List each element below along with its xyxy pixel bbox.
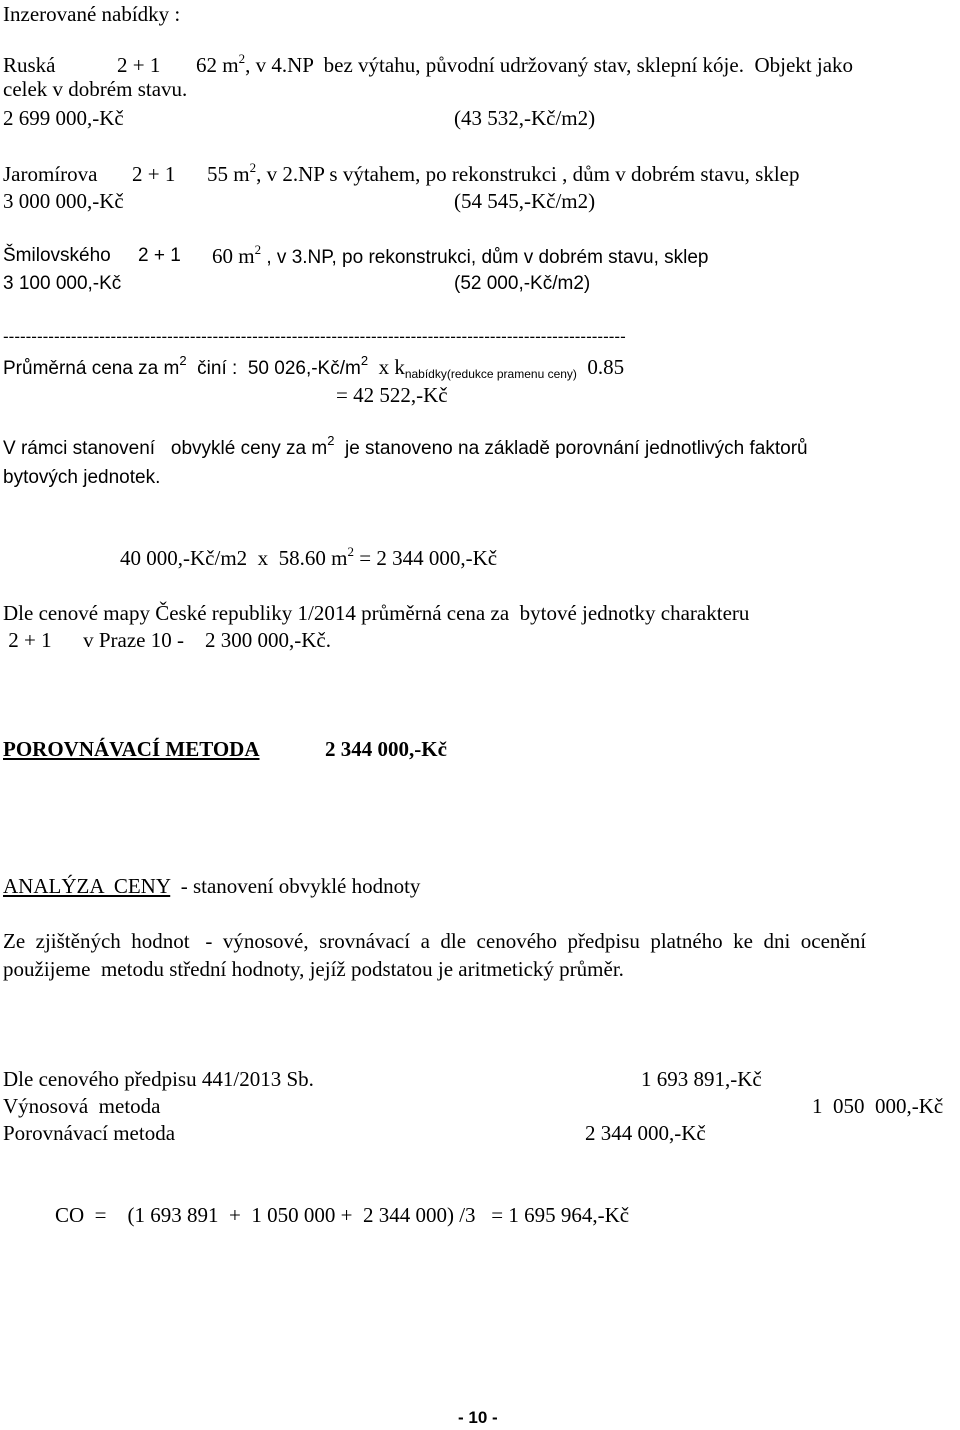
usual-price-text-end: bytových jednotek. [3,467,161,488]
offer-area: 60 m [212,244,255,268]
offer-area-sup: 2 [249,160,257,175]
offer-price: 3 100 000,-Kč [3,273,122,294]
offer-details [196,53,853,77]
average-unit-sup: 2 [360,353,369,368]
offer-description-continued: celek v dobrém stavu. [3,77,188,101]
price-map-line: 2 + 1 v Praze 10 - 2 300 000,-Kč. [3,628,331,652]
offer-area: 55 m [207,162,250,186]
offer-price-per-m2: (52 000,-Kč/m2) [454,273,591,294]
usual-price-sup: 2 [327,433,335,448]
offer-description: , v 3.NP, po rekonstrukci, dům v dobrém stavu, sklep [261,247,709,268]
usual-price-line [3,433,808,461]
price-analysis-text: použijeme metodu střední hodnoty, jejíž podstatou je aritmetický průměr. [3,957,624,981]
average-coefficient: 0.85 [576,355,625,379]
average-factor: x k [368,355,405,379]
offer-details [212,244,709,270]
dashed-separator: -------------------------------------------------------------------------------------------------------------- [3,327,626,346]
summary-label: Výnosová metoda [3,1094,161,1118]
offer-description: , v 4.NP bez výtahu, původní udržovaný stav, sklepní kóje. Objekt jako [245,53,854,77]
summary-value: 2 344 000,-Kč [585,1121,706,1145]
average-value: činí : 50 026,-Kč/m [186,358,361,379]
offer-price: 3 000 000,-Kč [3,189,124,213]
average-result: = 42 522,-Kč [336,383,448,407]
summary-value: 1 693 891,-Kč [641,1067,762,1091]
average-label-sup: 2 [179,353,187,368]
summary-value: 1 050 000,-Kč [812,1094,944,1118]
offer-price-per-m2: (43 532,-Kč/m2) [454,106,596,130]
offer-description: , v 2.NP s výtahem, po rekonstrukci , dům v dobrém stavu, sklep [256,162,800,186]
price-analysis-heading [3,874,420,898]
offer-price: 2 699 000,-Kč [3,106,124,130]
summary-label: Dle cenového předpisu 441/2013 Sb. [3,1067,314,1091]
section-heading-offers: Inzerované nabídky : [3,2,181,26]
price-analysis-text: Ze zjištěných hodnot - výnosové, srovnávací a dle cenového předpisu platného ke dni ocenění [3,929,867,953]
offer-disposition: 2 + 1 [117,53,161,77]
result-formula: CO = (1 693 891 + 1 050 000 + 2 344 000) /3 = 1 695 964,-Kč [55,1203,630,1227]
offer-area-sup: 2 [238,51,246,66]
offer-area: 62 m [196,53,239,77]
summary-label: Porovnávací metoda [3,1121,176,1145]
offer-area-sup: 2 [254,242,262,257]
price-map-line: Dle cenové mapy České republiky 1/2014 průměrná cena za bytové jednotky charakteru [3,601,750,625]
offer-street: Šmilovského [3,245,111,266]
usual-price-text-cont: je stanoveno na základě porovnání jednotlivých faktorů [334,438,808,459]
comparative-method-label: POROVNÁVACÍ METODA [3,737,260,761]
offer-disposition: 2 + 1 [132,162,176,186]
average-label: Průměrná cena za m [3,358,180,379]
price-analysis-description: - stanovení obvyklé hodnoty [170,874,421,898]
average-price-line [3,355,624,381]
comparative-method-value: 2 344 000,-Kč [325,737,447,761]
calculation-line [120,546,497,570]
offer-disposition: 2 + 1 [138,245,181,266]
calculation-text: 40 000,-Kč/m2 x 58.60 m [120,546,348,570]
offer-details [207,162,800,186]
offer-street: Ruská [3,53,56,77]
calculation-sup: 2 [347,544,354,559]
page-number: - 10 - [458,1408,498,1427]
offer-street: Jaromírova [3,162,98,186]
average-factor-sub: nabídky(redukce pramenu ceny) [404,367,577,381]
calculation-result: = 2 344 000,-Kč [353,546,498,570]
offer-price-per-m2: (54 545,-Kč/m2) [454,189,596,213]
usual-price-text: V rámci stanovení obvyklé ceny za m [3,438,328,459]
price-analysis-label: ANALÝZA CENY [3,874,171,898]
